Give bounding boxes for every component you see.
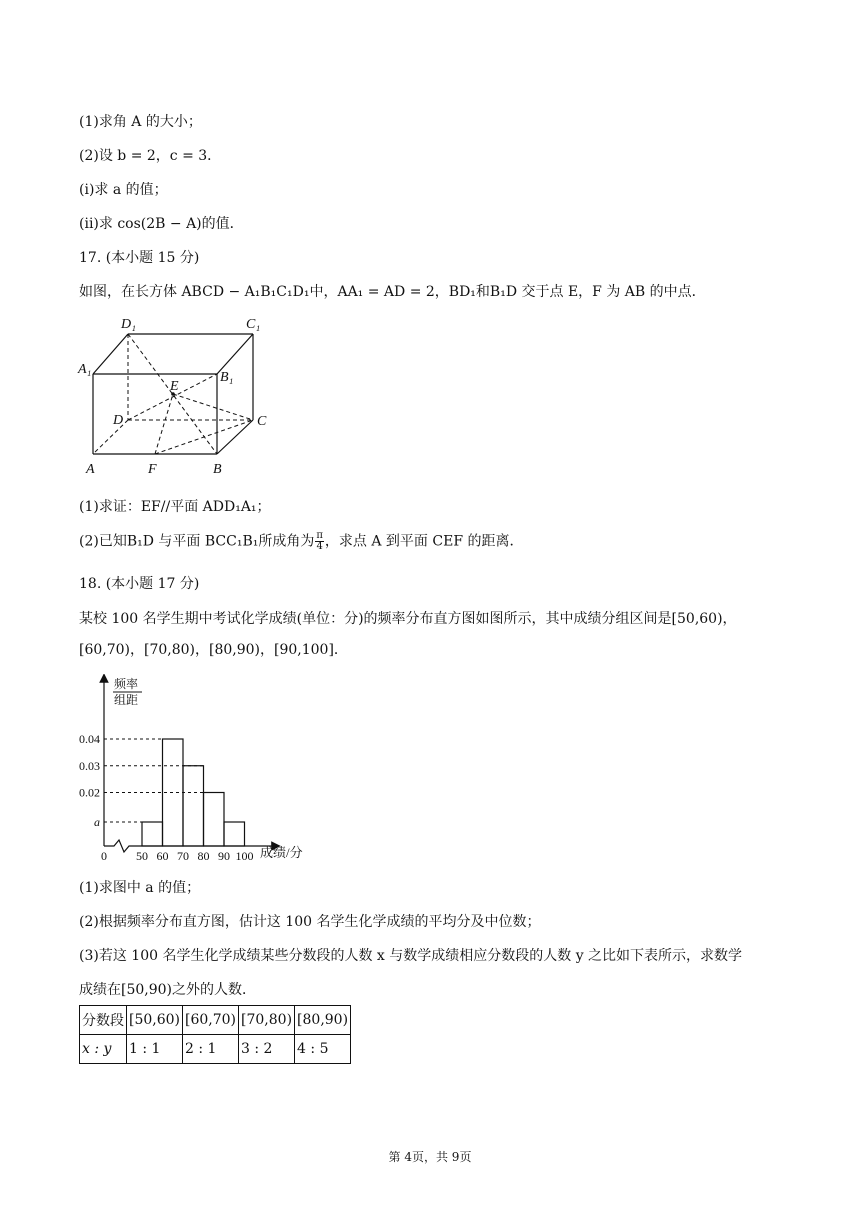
x-axis-label: 成绩/分 xyxy=(260,845,303,860)
label-A: A xyxy=(86,462,95,477)
label-B1: B₁ xyxy=(220,370,234,385)
q16-part2-ii: (ii)求 cos(2B − A)的值． xyxy=(79,216,244,232)
table-cell: 4 : 5 xyxy=(295,1035,351,1064)
y-tick-label: 0.03 xyxy=(79,758,100,773)
label-D: D xyxy=(113,413,124,428)
table-cell: x : y xyxy=(80,1035,127,1064)
fraction-denominator: 4 xyxy=(316,541,323,552)
table-row xyxy=(80,1035,351,1064)
histogram-bar-1 xyxy=(142,822,163,846)
histogram-bar-5 xyxy=(224,822,245,846)
q18-part3-line2: 成绩在[50,90)之外的人数． xyxy=(79,982,257,998)
label-F: F xyxy=(148,462,157,477)
label-B: B xyxy=(213,462,222,477)
x-tick-label: 70 xyxy=(177,849,189,863)
y-axis-label-top: 频率 xyxy=(114,677,139,691)
q17-part2 xyxy=(79,531,523,552)
y-tick-label: a xyxy=(94,815,100,829)
q18-part2: (2)根据频率分布直方图，估计这 100 名学生化学成绩的平均分及中位数； xyxy=(79,914,541,930)
table-header-cell: [80,90) xyxy=(295,1006,351,1035)
page-footer: 第 4页，共 9页 xyxy=(388,1150,472,1164)
pi-over-4-fraction xyxy=(315,531,324,552)
y-axis-label-bottom: 组距 xyxy=(114,693,139,707)
q16-part1: (1)求角 A 的大小； xyxy=(79,114,202,130)
table-header-cell: 分数段 xyxy=(80,1006,127,1035)
table-header-cell: [60,70) xyxy=(183,1006,239,1035)
q17-part2-text-a: (2)已知B₁D 与平面 BCC₁B₁所成角为 xyxy=(79,533,315,550)
q18-part1: (1)求图中 a 的值； xyxy=(79,880,201,896)
q17-stem: 如图，在长方体 ABCD − A₁B₁C₁D₁中，AA₁ = AD = 2，BD₁和B₁D 交于点 E，F 为 AB 的中点． xyxy=(79,284,706,300)
x-tick-label: 90 xyxy=(218,849,230,863)
fraction-numerator: π xyxy=(316,530,323,541)
table-header-row xyxy=(80,1006,351,1035)
q18-stem-line2: [60,70)，[70,80)，[80,90)，[90,100]． xyxy=(79,642,348,658)
y-tick-label: 0.02 xyxy=(79,785,100,800)
table-cell: 3 : 2 xyxy=(239,1035,295,1064)
x-tick-label: 60 xyxy=(156,849,169,863)
q18-header: 18. (本小题 17 分) xyxy=(79,576,200,592)
label-D1: D₁ xyxy=(121,317,136,332)
x-tick-label: 100 xyxy=(235,849,254,863)
x-tick-label: 0 xyxy=(101,849,107,863)
histogram-chart xyxy=(76,674,316,864)
histogram-bar-4 xyxy=(204,793,225,847)
y-tick-label: 0.04 xyxy=(79,732,100,746)
x-tick-label: 80 xyxy=(197,849,210,863)
x-tick-label: 50 xyxy=(136,849,148,863)
q16-part2: (2)设 b = 2，c = 3． xyxy=(79,148,222,164)
q16-part2-i: (i)求 a 的值； xyxy=(79,182,168,198)
ratio-table xyxy=(79,1005,351,1064)
histogram-bar-3 xyxy=(183,766,204,846)
q17-part2-text-b: ，求点 A 到平面 CEF 的距离． xyxy=(324,533,524,550)
label-C: C xyxy=(257,414,267,429)
q18-stem-line1: 某校 100 名学生期中考试化学成绩(单位：分)的频率分布直方图如图所示，其中成绩分组区间是[50,60)， xyxy=(79,611,737,627)
q18-part3-line1: (3)若这 100 名学生化学成绩某些分数段的人数 x 与数学成绩相应分数段的人数 y 之比如下表所示，求数学 xyxy=(79,948,743,964)
label-C1: C₁ xyxy=(246,317,261,332)
q17-part1: (1)求证：EF//平面 ADD₁A₁； xyxy=(79,499,271,515)
cuboid-figure xyxy=(76,312,276,478)
table-cell: 2 : 1 xyxy=(183,1035,239,1064)
label-E: E xyxy=(170,379,179,394)
q17-header: 17. (本小题 15 分) xyxy=(79,250,200,266)
table-cell: 1 : 1 xyxy=(127,1035,183,1064)
table-header-cell: [50,60) xyxy=(127,1006,183,1035)
label-A1: A₁ xyxy=(78,362,92,377)
table-header-cell: [70,80) xyxy=(239,1006,295,1035)
